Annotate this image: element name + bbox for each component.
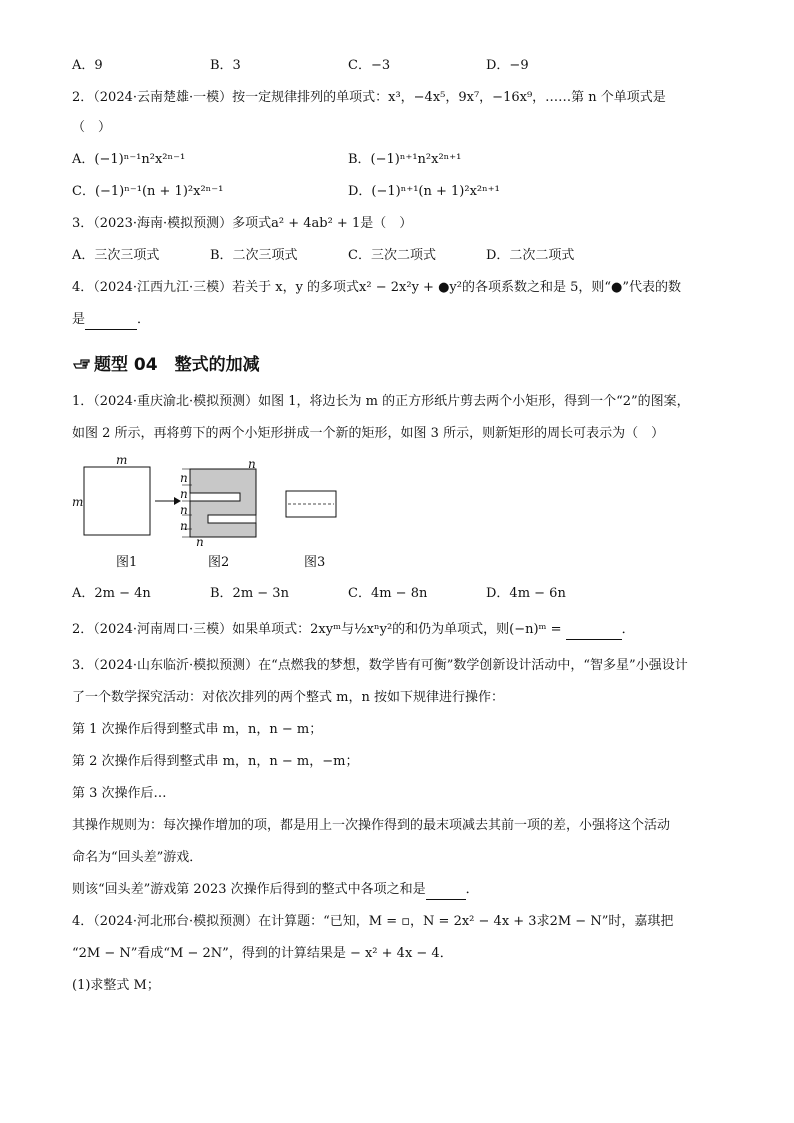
s1-figure xyxy=(70,455,370,570)
q3-option-b: B．二次三项式 xyxy=(210,248,298,263)
s4-line-3: (1)求整式 M； xyxy=(72,978,160,993)
q4-cont-line xyxy=(72,310,150,330)
option-c: C．−3 xyxy=(348,58,391,73)
fig1-label-top: m xyxy=(116,453,128,467)
s3-line-3: 第 1 次操作后得到整式串 m，n，n − m； xyxy=(72,722,323,737)
fig1-caption: 图1 xyxy=(116,555,138,570)
fig2-caption: 图2 xyxy=(208,555,230,570)
s3-line-1: 3．（2024·山东临沂·模拟预测）在“点燃我的梦想，数学皆有可衡”数学创新设计活动中，“智多星”小强设计 xyxy=(72,658,688,673)
q2-option-d: D．(−1)ⁿ⁺¹(n + 1)²x²ⁿ⁺¹ xyxy=(348,184,500,199)
s4-line-1: 4．（2024·河北邢台·模拟预测）在计算题：“已知，M = ▫，N = 2x² − 4x + 3求2M − N”时，嘉琪把 xyxy=(72,914,674,929)
s2-line xyxy=(72,620,635,640)
fig1-square xyxy=(84,467,150,535)
s1-option-b: B．2m − 3n xyxy=(210,586,289,601)
q4-end: ． xyxy=(137,312,151,327)
s1-option-d: D．4m − 6n xyxy=(486,586,566,601)
q4-stem: 4．（2024·江西九江·三模）若关于 x，y 的多项式x² − 2x²y + ●y²的各项系数之和是 5，则“●”代表的数 xyxy=(72,280,682,295)
option-a: A．9 xyxy=(72,58,103,73)
q2-paren: （ ） xyxy=(72,120,112,135)
section-heading xyxy=(72,350,260,375)
q3-option-d: D．二次二项式 xyxy=(486,248,575,263)
s3-line-2: 了一个数学探究活动：对依次排列的两个整式 m，n 按如下规律进行操作： xyxy=(72,690,504,705)
s2-end: ． xyxy=(621,622,635,637)
s3-line-8-end: ． xyxy=(465,882,479,897)
option-b: B．3 xyxy=(210,58,241,73)
s1-stem-2: 如图 2 所示，再将剪下的两个小矩形拼成一个新的矩形，如图 3 所示，则新矩形的周长可表示为（ ） xyxy=(72,426,665,441)
section-title: 题型 04 整式的加减 xyxy=(94,355,260,375)
s3-line-8: 则该“回头差”游戏第 2023 次操作后得到的整式中各项之和是 xyxy=(72,882,426,897)
fig2-label-n-top: n xyxy=(248,457,256,471)
fig2-label-n1: n xyxy=(180,471,188,485)
q4-cont: 是 xyxy=(72,312,86,327)
q2-option-c: C．(−1)ⁿ⁻¹(n + 1)²x²ⁿ⁻¹ xyxy=(72,184,224,199)
fig2-label-n4: n xyxy=(180,519,188,533)
option-d: D．−9 xyxy=(486,58,529,73)
fig3-caption: 图3 xyxy=(304,555,326,570)
s3-line-6: 其操作规则为：每次操作增加的项，都是用上一次操作得到的最末项减去其前一项的差，小强将这个活动 xyxy=(72,818,671,833)
q2-option-b: B．(−1)ⁿ⁺¹n²x²ⁿ⁺¹ xyxy=(348,152,462,167)
answer-blank xyxy=(85,315,137,330)
fig2-label-n2: n xyxy=(180,487,188,501)
q3-option-a: A．三次三项式 xyxy=(72,248,160,263)
fig1-label-left: m xyxy=(72,495,84,509)
s3-line-5: 第 3 次操作后… xyxy=(72,786,167,801)
q3-option-c: C．三次二项式 xyxy=(348,248,436,263)
s3-line-7: 命名为“回头差”游戏． xyxy=(72,850,203,865)
s1-stem-1: 1．（2024·重庆渝北·模拟预测）如图 1，将边长为 m 的正方形纸片剪去两个小矩形，得到一个“2”的图案， xyxy=(72,394,690,409)
fig2-label-n-bottom: n xyxy=(196,535,204,549)
s3-line-8-wrap xyxy=(72,880,479,900)
fig2-shape xyxy=(190,469,256,537)
fig2-label-n3: n xyxy=(180,503,188,517)
s2-stem: 2．（2024·河南周口·三模）如果单项式：2xyᵐ与½xⁿy²的和仍为单项式，则(−n)ᵐ = xyxy=(72,622,562,637)
s4-line-2: “2M − N”看成“M − 2N”，得到的计算结果是 − x² + 4x − 4． xyxy=(72,946,453,961)
answer-blank xyxy=(426,885,466,900)
answer-blank xyxy=(566,625,622,640)
s1-option-a: A．2m − 4n xyxy=(72,586,151,601)
s1-option-c: C．4m − 8n xyxy=(348,586,428,601)
q3-stem: 3．（2023·海南·模拟预测）多项式a² + 4ab² + 1是（ ） xyxy=(72,216,413,231)
q2-stem: 2．（2024·云南楚雄·一模）按一定规律排列的单项式：x³，−4x⁵，9x⁷，−16x⁹，……第 n 个单项式是 xyxy=(72,90,666,105)
q2-option-a: A．(−1)ⁿ⁻¹n²x²ⁿ⁻¹ xyxy=(72,152,186,167)
pointing-hand-icon xyxy=(72,354,92,372)
s3-line-4: 第 2 次操作后得到整式串 m，n，n − m，−m； xyxy=(72,754,359,769)
